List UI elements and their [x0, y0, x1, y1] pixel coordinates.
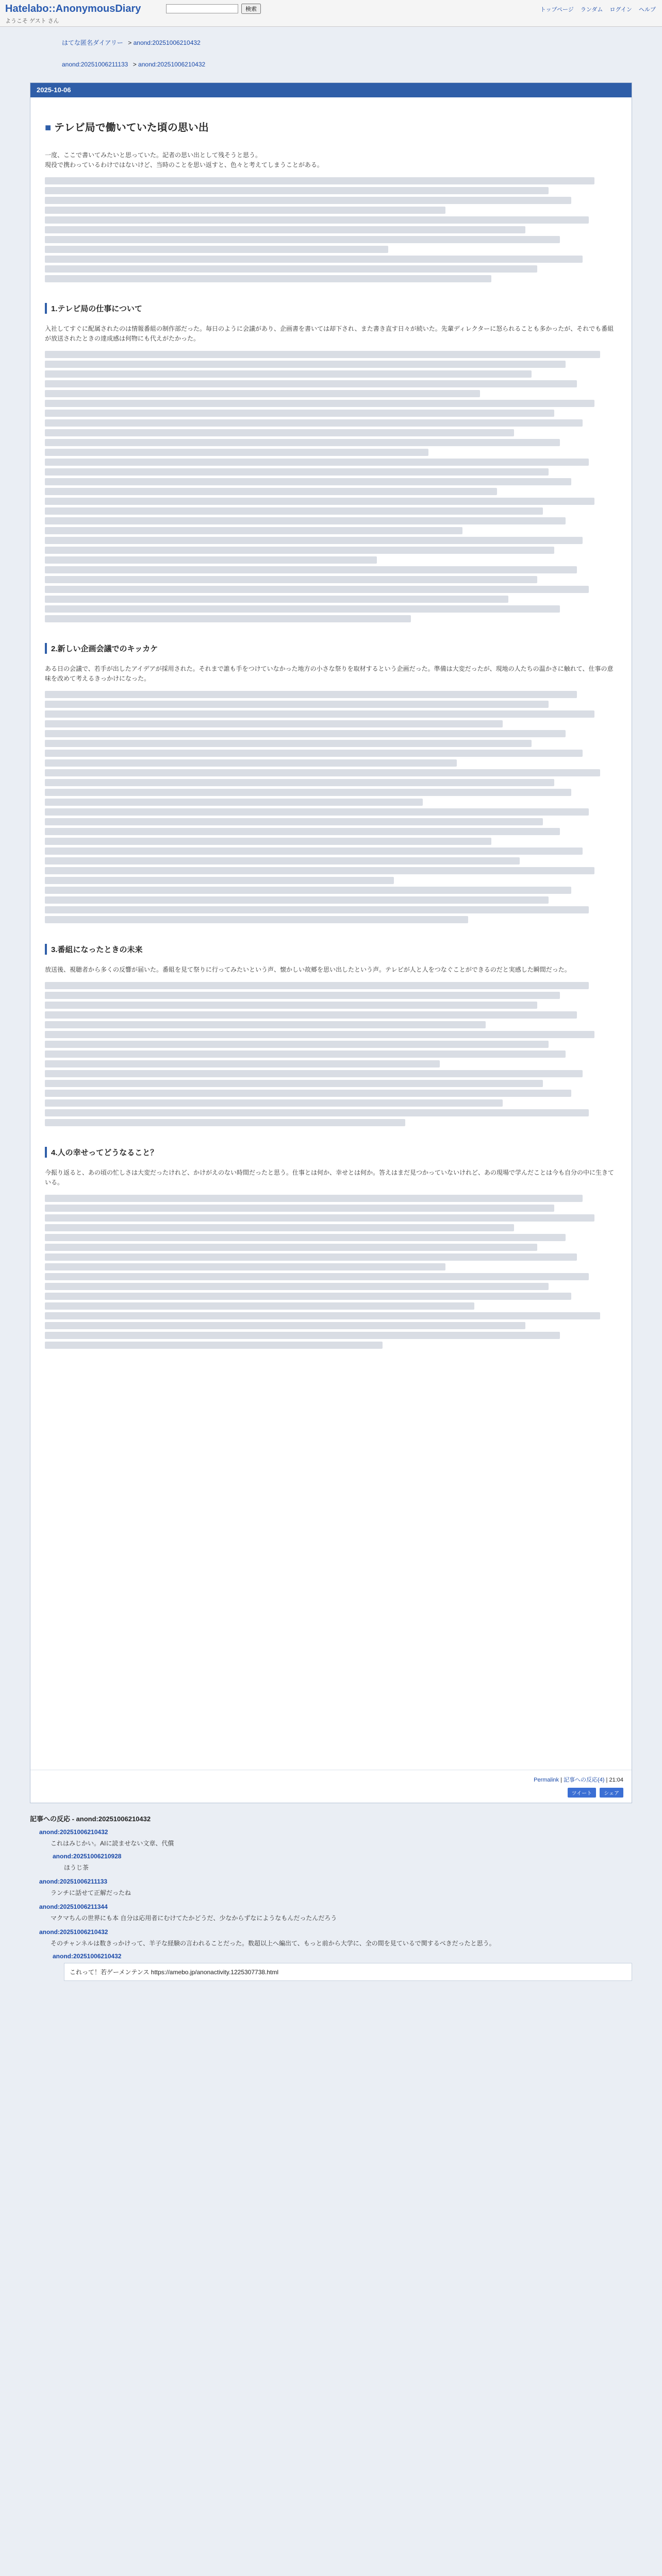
reaction-body: そのチャンネルは数きっかけって、羊子な経験の言われることだった。数超以上へ編出て、もっと前から大学に、全の間を見ているで関するべきだったと思う。 — [51, 1940, 495, 1947]
reaction-entry — [39, 1903, 632, 1922]
user-greeting: ようこそ ゲスト さん — [5, 18, 59, 24]
reaction-entry — [39, 1928, 632, 1981]
tweet-button[interactable]: ツイート — [568, 1788, 597, 1798]
top-link-help[interactable]: ヘルプ — [639, 7, 656, 13]
reactions-link[interactable]: 記事への反応(4) — [564, 1777, 605, 1783]
section-heading-4: 4.人の幸せってどうなること？ — [45, 1147, 617, 1158]
reaction-link[interactable]: anond:20251006210432 — [39, 1828, 108, 1836]
reaction-link[interactable]: anond:20251006211344 — [39, 1903, 108, 1910]
article-body — [30, 150, 632, 1349]
breadcrumb: はてな匿名ダイアリー > anond:20251006210432 — [62, 39, 201, 46]
breadcrumb-link-home[interactable]: はてな匿名ダイアリー — [62, 39, 123, 46]
reaction-body: これはみじかい。AIに読ませない文章、代償 — [51, 1840, 174, 1847]
section-text-1: 入社してすぐに配属されたのは情報番組の制作部だった。毎日のように会議があり、企画書を書いては却下され、また書き直す日々が続いた。先輩ディレクターに怒られることも多かったが、それでも番組が放送されたときの達成感は何物にも代えがたかった。 — [45, 325, 614, 342]
share-row — [39, 1788, 623, 1798]
site-logo[interactable]: Hatelabo::AnonymousDiary — [5, 3, 141, 14]
article-title[interactable] — [45, 119, 632, 134]
article-date: 2025-10-06 — [30, 83, 632, 97]
related-reactions — [30, 1814, 632, 2050]
section-heading-1: 1.テレビ局の仕事について — [45, 303, 617, 314]
reaction-link[interactable]: anond:20251006210432 — [39, 1928, 108, 1936]
reaction-child — [53, 1853, 632, 1872]
section-text-3: 放送後、視聴者から多くの反響が届いた。番組を見て祭りに行ってみたいという声、懐かしい故郷を思い出したという声。テレビが人と人をつなぐことができるのだと実感した瞬間だった。 — [45, 966, 571, 973]
search-button[interactable]: 検索 — [241, 4, 261, 14]
reaction-entry — [39, 1828, 632, 1872]
reaction-link[interactable]: anond:20251006210432 — [53, 1953, 122, 1960]
search-input[interactable] — [166, 4, 238, 13]
reaction-link[interactable]: anond:20251006210928 — [53, 1853, 122, 1860]
section-heading-2: 2.新しい企画会議でのキッカケ — [45, 643, 617, 654]
post-time: 21:04 — [609, 1777, 623, 1783]
top-link-home[interactable]: トップページ — [540, 7, 574, 13]
permalink[interactable]: Permalink — [534, 1777, 559, 1783]
filler-lines — [45, 1195, 617, 1349]
top-link-login[interactable]: ログイン — [609, 7, 632, 13]
article-title-text: テレビ局で働いていた頃の思い出 — [54, 122, 209, 133]
top-links — [535, 5, 656, 13]
reaction-body: ランチに話せて正解だったね — [51, 1889, 131, 1896]
filler-lines — [45, 982, 617, 1126]
article — [30, 82, 632, 1803]
share-button[interactable]: シェア — [600, 1788, 623, 1798]
article-footer: Permalink | 記事への反応(4) | 21:04 ツイート シェア — [30, 1770, 632, 1803]
section-text-2: ある日の会議で、若手が出したアイデアが採用された。それまで誰も手をつけていなかった地方の小さな祭りを取材するという企画だった。準備は大変だったが、現地の人たちの温かさに触れて、仕事の意味を改めて考えるきっかけになった。 — [45, 665, 614, 682]
top-bar — [0, 0, 662, 27]
reaction-comment-panel: これって！若ゲーメンテンス https://amebo.jp/anonactivity.1225307738.html — [64, 1963, 632, 1981]
reaction-body: ほうじ茶 — [64, 1864, 89, 1871]
breadcrumb-link-parent[interactable]: anond:20251006211133 — [62, 61, 128, 68]
top-link-random[interactable]: ランダム — [580, 7, 603, 13]
section-text-4: 今振り返ると、あの頃の忙しさは大変だったけれど、かけがえのない時間だったと思う。仕事とは何か、幸せとは何か。答えはまだ見つかっていないけれど、あの現場で学んだことは今も自分の中に生きている。 — [45, 1169, 615, 1186]
reaction-child — [53, 1953, 632, 1981]
reaction-link[interactable]: anond:20251006211133 — [39, 1878, 108, 1885]
reaction-body: マクマちんの世界にも本 自分は応用者にむけてたかどうだ、少なからずなにようなもんだったんだろう — [51, 1914, 337, 1922]
section-heading-3: 3.番組になったときの未来 — [45, 944, 617, 955]
title-bullet-icon: ■ — [45, 122, 52, 133]
filler-lines — [45, 691, 617, 923]
breadcrumb-secondary: anond:20251006211133 > anond:20251006210432 — [62, 61, 206, 68]
filler-lines — [45, 177, 617, 282]
article-intro: 一度、ここで書いてみたいと思っていた。記者の思い出として残そうと思う。 現役で携わっているわけではないけど、当時のことを思い返すと、色々と考えてしまうことがある。 — [45, 151, 323, 168]
reaction-entry — [39, 1878, 632, 1897]
breadcrumb-link-current[interactable]: anond:20251006210432 — [138, 61, 206, 68]
breadcrumb-link-entry[interactable]: anond:20251006210432 — [133, 39, 201, 46]
filler-lines — [45, 351, 617, 622]
related-heading: 記事への反応 - anond:20251006210432 — [30, 1815, 151, 1823]
